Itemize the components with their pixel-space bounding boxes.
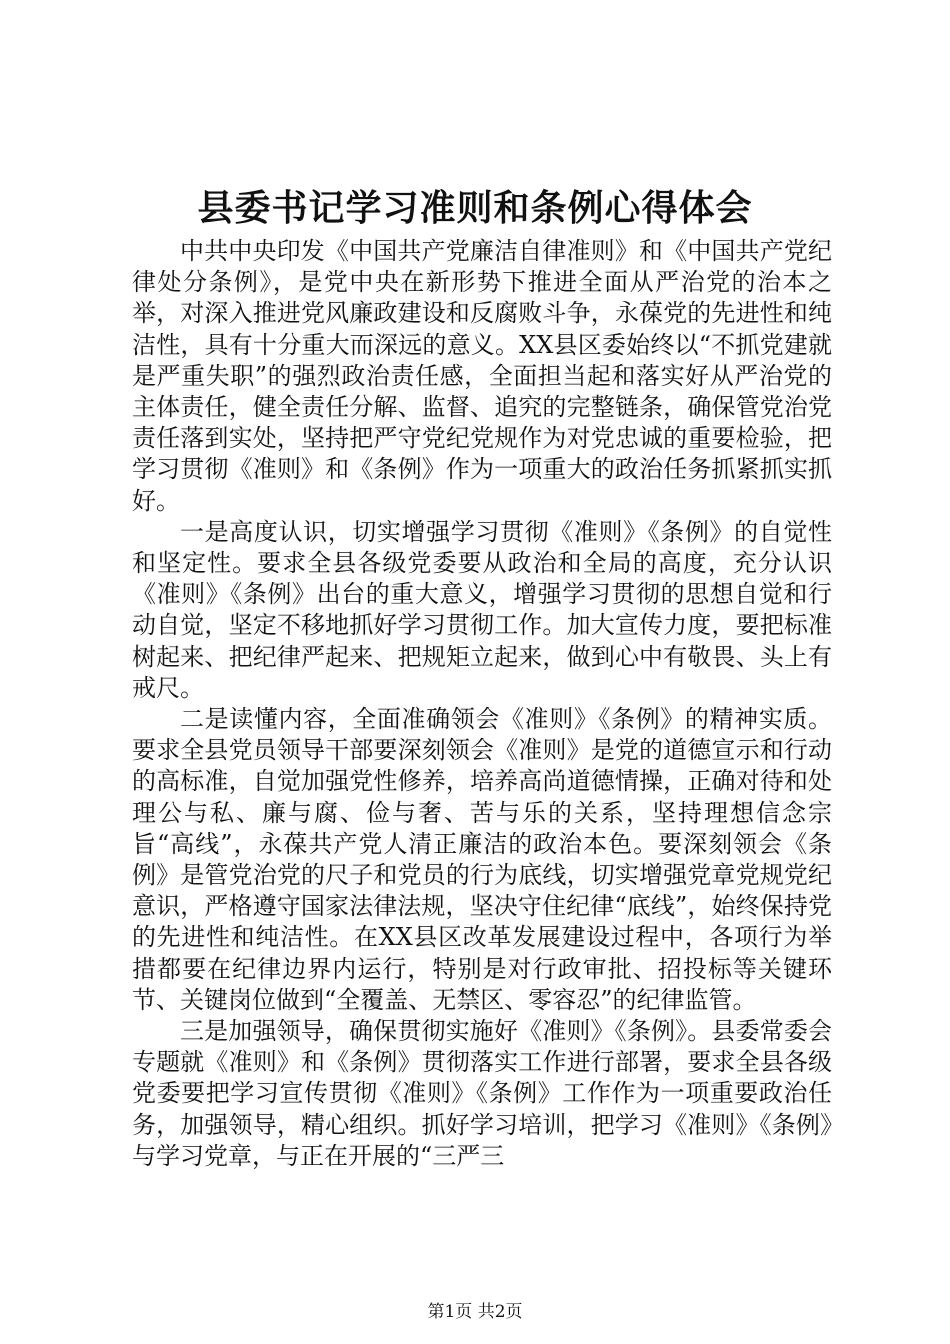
paragraph-intro: 中共中央印发《中国共产党廉洁自律准则》和《中国共产党纪律处分条例》，是党中央在新形势下推进全面从严治党的治本之举，对深入推进党风廉政建设和反腐败斗争，永葆党的先进性和纯洁性，具有十分重大而深远的意义。XX县区委始终以“不抓党建就是严重失职”的强烈政治责任感，全面担当起和落实好从严治党的主体责任，健全责任分解、监督、追究的完整链条，确保管党治党责任落到实处，坚持把严守党纪党规作为对党忠诚的重要检验，把学习贯彻《准则》和《条例》作为一项重大的政治任务抓紧抓实抓好。 <box>132 237 832 515</box>
document-title: 县委书记学习准则和条例心得体会 <box>197 187 753 229</box>
paragraph-point-one: 一是高度认识，切实增强学习贯彻《准则》《条例》的自觉性和坚定性。要求全县各级党委要从政治和全局的高度，充分认识《准则》《条例》出台的重大意义，增强学习贯彻的思想自觉和行动自觉，坚定不移地抓好学习贯彻工作。加大宣传力度，要把标准树起来、把纪律严起来、把规矩立起来，做到心中有敬畏、头上有戒尺。 <box>132 517 832 702</box>
document-body <box>132 236 832 1172</box>
page-number-footer: 第1页 共2页 <box>427 1302 523 1322</box>
paragraph-point-three: 三是加强领导，确保贯彻实施好《准则》《条例》。县委常委会专题就《准则》和《条例》贯彻落实工作进行部署，要求全县各级党委要把学习宣传贯彻《准则》《条例》工作作为一项重要政治任务，加强领导，精心组织。抓好学习培训，把学习《准则》《条例》与学习党章，与正在开展的“三严三 <box>132 1017 832 1170</box>
paragraph-point-two: 二是读懂内容，全面准确领会《准则》《条例》的精神实质。要求全县党员领导干部要深刻领会《准则》是党的道德宣示和行动的高标准，自觉加强党性修养，培养高尚道德情操，正确对待和处理公与私、廉与腐、俭与奢、苦与乐的关系，坚持理想信念宗旨“高线”，永葆共产党人清正廉洁的政治本色。要深刻领会《条例》是管党治党的尺子和党员的行为底线，切实增强党章党规党纪意识，严格遵守国家法律法规，坚决守住纪律“底线”，始终保持党的先进性和纯洁性。在XX县区改革发展建设过程中，各项行为举措都要在纪律边界内运行，特别是对行政审批、招投标等关键环节、关键岗位做到“全覆盖、无禁区、零容忍”的纪律监管。 <box>132 705 832 1014</box>
